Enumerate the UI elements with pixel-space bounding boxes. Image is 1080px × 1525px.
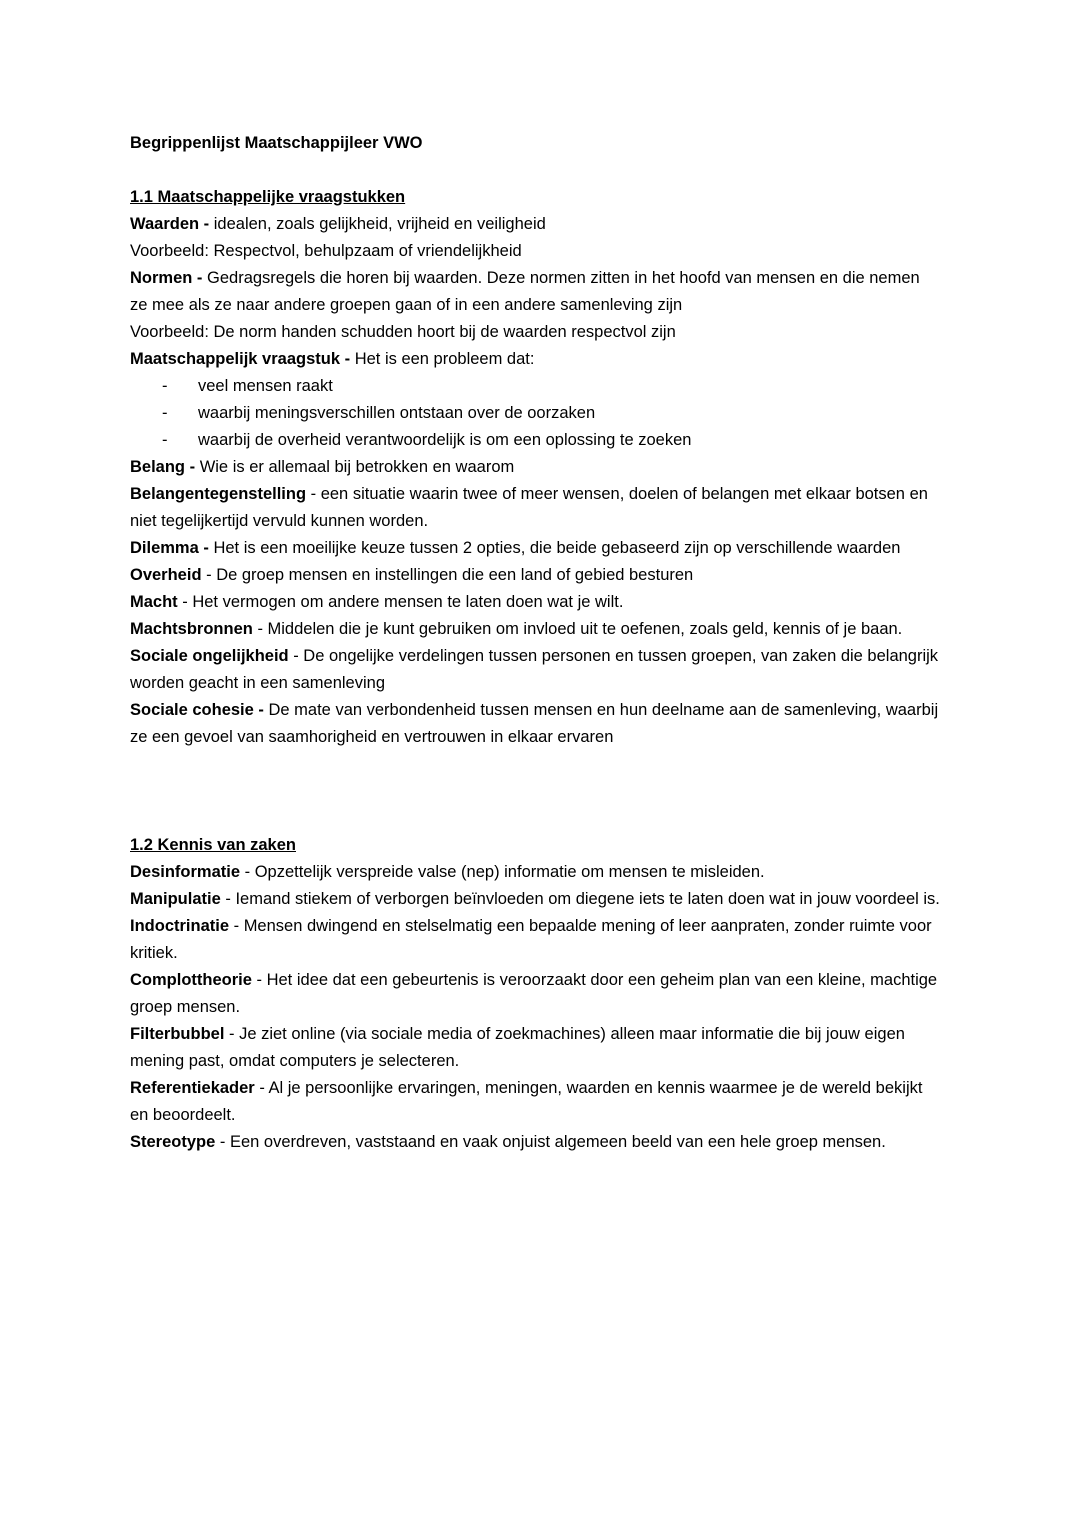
entry-text: Gedragsregels die horen bij waarden. Deze normen zitten in het hoofd van mensen en die nemen ze mee als ze naar andere groepen gaan of in een andere samenleving zijn bbox=[130, 269, 920, 314]
term-bold: Macht bbox=[130, 593, 178, 611]
term-bold: Referentiekader bbox=[130, 1079, 255, 1097]
plain-line bbox=[130, 319, 940, 346]
section-heading: 1.1 Maatschappelijke vraagstukken bbox=[130, 188, 406, 206]
term-bold: Complottheorie bbox=[130, 971, 252, 989]
definition-entry bbox=[130, 859, 940, 886]
definition-entry bbox=[130, 265, 940, 319]
entry-text: Het is een moeilijke keuze tussen 2 opties, die beide gebaseerd zijn op verschillende waarden bbox=[213, 539, 901, 557]
entry-text: - Je ziet online (via sociale media of zoekmachines) alleen maar informatie die bij jouw eigen mening past, omdat computers je selecteren. bbox=[130, 1025, 905, 1070]
entry-text: - De groep mensen en instellingen die een land of gebied besturen bbox=[206, 566, 694, 584]
entry-text: - Al je persoonlijke ervaringen, meningen, waarden en kennis waarmee je de wereld bekijkt en beoordeelt. bbox=[130, 1079, 923, 1124]
page-title: Begrippenlijst Maatschappijleer VWO bbox=[130, 134, 423, 152]
definition-entry bbox=[130, 211, 940, 238]
dash-marker: - bbox=[162, 377, 168, 395]
definition-entry bbox=[130, 1021, 940, 1075]
bullet-item bbox=[130, 373, 940, 400]
definition-entry bbox=[130, 886, 940, 913]
term-bold: Stereotype bbox=[130, 1133, 216, 1151]
entry-text: Het is een probleem dat: bbox=[354, 350, 535, 368]
definition-entry bbox=[130, 1129, 940, 1156]
section bbox=[130, 184, 940, 751]
definition-entry bbox=[130, 562, 940, 589]
bullet-item bbox=[130, 400, 940, 427]
entry-text: Voorbeeld: Respectvol, behulpzaam of vriendelijkheid bbox=[130, 242, 522, 260]
dash-marker: - bbox=[162, 431, 168, 449]
bullet-text: veel mensen raakt bbox=[198, 377, 333, 395]
bullet-text: waarbij meningsverschillen ontstaan over de oorzaken bbox=[198, 404, 596, 422]
entry-text: De mate van verbondenheid tussen mensen en hun deelname aan de samenleving, waarbij ze een gevoel van saamhorigheid en vertrouwen in elkaar ervaren bbox=[130, 701, 939, 746]
definition-entry bbox=[130, 616, 940, 643]
term-bold: Manipulatie bbox=[130, 890, 221, 908]
definition-entry bbox=[130, 454, 940, 481]
term-bold: Overheid bbox=[130, 566, 202, 584]
entry-text: - Iemand stiekem of verborgen beïnvloeden om diegene iets te laten doen wat in jouw voordeel is. bbox=[225, 890, 940, 908]
definition-entry bbox=[130, 697, 940, 751]
entry-text: - Het vermogen om andere mensen te laten doen wat je wilt. bbox=[182, 593, 624, 611]
entry-text: - De ongelijke verdelingen tussen personen en tussen groepen, van zaken die belangrijk worden geacht in een samenleving bbox=[130, 647, 939, 692]
entry-text: - een situatie waarin twee of meer wensen, doelen of belangen met elkaar botsen en niet tegelijkertijd vervuld kunnen worden. bbox=[130, 485, 928, 530]
entry-text: - Mensen dwingend en stelselmatig een bepaalde mening of leer aanpraten, zonder ruimte voor kritiek. bbox=[130, 917, 932, 962]
term-bold: Belang - bbox=[130, 458, 196, 476]
definition-entry bbox=[130, 967, 940, 1021]
document-body bbox=[130, 184, 940, 1156]
section-heading: 1.2 Kennis van zaken bbox=[130, 836, 296, 854]
definition-entry bbox=[130, 913, 940, 967]
definition-entry bbox=[130, 1075, 940, 1129]
term-bold: Belangentegenstelling bbox=[130, 485, 307, 503]
entry-text: - Middelen die je kunt gebruiken om invloed uit te oefenen, zoals geld, kennis of je baan. bbox=[257, 620, 903, 638]
bullet-item bbox=[130, 427, 940, 454]
definition-entry bbox=[130, 481, 940, 535]
bullet-text: waarbij de overheid verantwoordelijk is om een oplossing te zoeken bbox=[198, 431, 692, 449]
term-bold: Maatschappelijk vraagstuk - bbox=[130, 350, 351, 368]
term-bold: Sociale ongelijkheid bbox=[130, 647, 294, 665]
term-bold: Normen - bbox=[130, 269, 203, 287]
definition-entry bbox=[130, 535, 940, 562]
term-bold: Dilemma - bbox=[130, 539, 209, 557]
term-bold: Machtsbronnen bbox=[130, 620, 253, 638]
entry-text: - Een overdreven, vaststaand en vaak onjuist algemeen beeld van een hele groep mensen. bbox=[219, 1133, 886, 1151]
definition-entry bbox=[130, 346, 940, 373]
dash-marker: - bbox=[162, 404, 168, 422]
definition-entry bbox=[130, 643, 940, 697]
section bbox=[130, 832, 940, 1156]
entry-text: - Opzettelijk verspreide valse (nep) informatie om mensen te misleiden. bbox=[244, 863, 765, 881]
definition-entry bbox=[130, 589, 940, 616]
term-bold: Filterbubbel bbox=[130, 1025, 229, 1043]
term-bold: Indoctrinatie bbox=[130, 917, 230, 935]
entry-text: Wie is er allemaal bij betrokken en waarom bbox=[199, 458, 515, 476]
entry-text: Voorbeeld: De norm handen schudden hoort bij de waarden respectvol zijn bbox=[130, 323, 676, 341]
entry-text: idealen, zoals gelijkheid, vrijheid en veiligheid bbox=[213, 215, 546, 233]
term-bold: Sociale cohesie - bbox=[130, 701, 264, 719]
entry-text: - Het idee dat een gebeurtenis is veroorzaakt door een geheim plan van een kleine, machtige groep mensen. bbox=[130, 971, 938, 1016]
term-bold: Desinformatie bbox=[130, 863, 241, 881]
term-bold: Waarden - bbox=[130, 215, 210, 233]
plain-line bbox=[130, 238, 940, 265]
